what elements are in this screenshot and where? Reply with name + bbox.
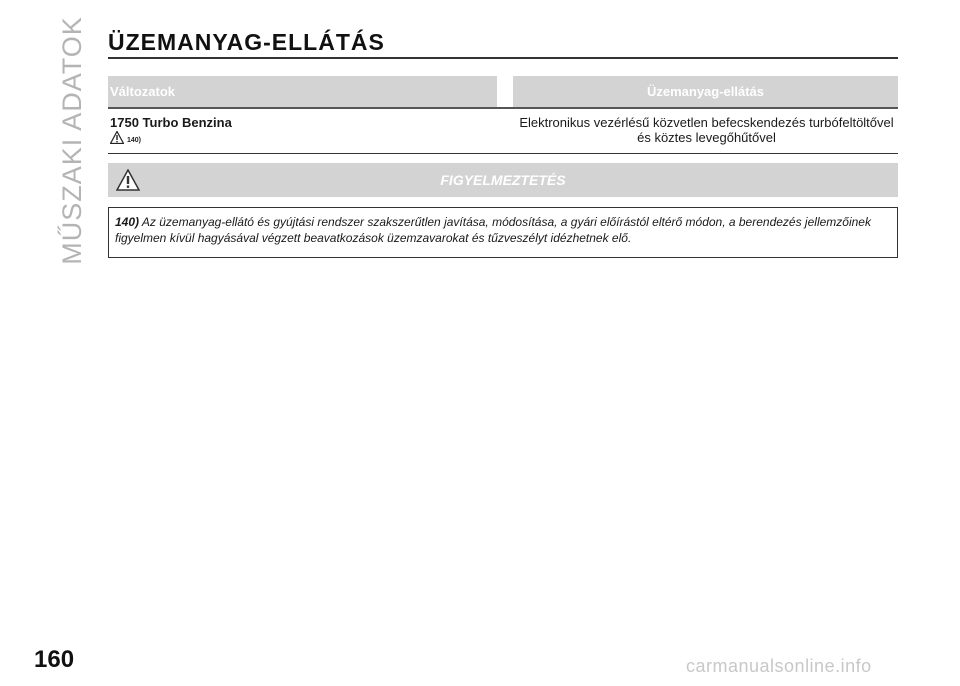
note-reference-number: 140) bbox=[127, 137, 142, 144]
warning-note-ref: 140) bbox=[115, 215, 140, 229]
table-row bbox=[108, 109, 898, 154]
warning-heading-bar bbox=[108, 163, 898, 197]
table-header-variants: Változatok bbox=[108, 76, 497, 107]
table-header-fuel-supply: Üzemanyag-ellátás bbox=[513, 76, 898, 107]
table-header-row bbox=[108, 76, 898, 109]
variant-name: 1750 Turbo Benzina bbox=[110, 115, 232, 130]
section-side-tab bbox=[52, 15, 92, 265]
warning-heading: FIGYELMEZTETÉS bbox=[440, 172, 566, 188]
section-side-tab-label: MŰSZAKI ADATOK bbox=[56, 15, 87, 265]
table-cell-fuel-supply: Elektronikus vezérlésű közvetlen befecskendezés turbófeltöltővel és köztes levegőhűtővel bbox=[519, 115, 894, 145]
table-header-gap bbox=[497, 76, 513, 107]
note-reference bbox=[110, 131, 515, 144]
warning-note-box bbox=[108, 207, 898, 258]
page-number: 160 bbox=[34, 646, 75, 673]
page-title: ÜZEMANYAG-ELLÁTÁS bbox=[108, 30, 898, 59]
warning-triangle-icon bbox=[110, 131, 124, 144]
warning-note-text: Az üzemanyag-ellátó és gyújtási rendszer szakszerűtlen javítása, módosítása, a gyári előírástól eltérő módon, a berendezés jellemzőinek figyelmen kívül hagyásával végzett beavatkozások üzemzavarokat és tűzveszélyt idézhetnek elő. bbox=[115, 215, 871, 245]
table-cell-variant bbox=[108, 115, 515, 147]
fuel-supply-table bbox=[108, 76, 898, 154]
warning-triangle-icon bbox=[116, 169, 140, 191]
footer-watermark-url: carmanualsonline.info bbox=[686, 656, 872, 676]
